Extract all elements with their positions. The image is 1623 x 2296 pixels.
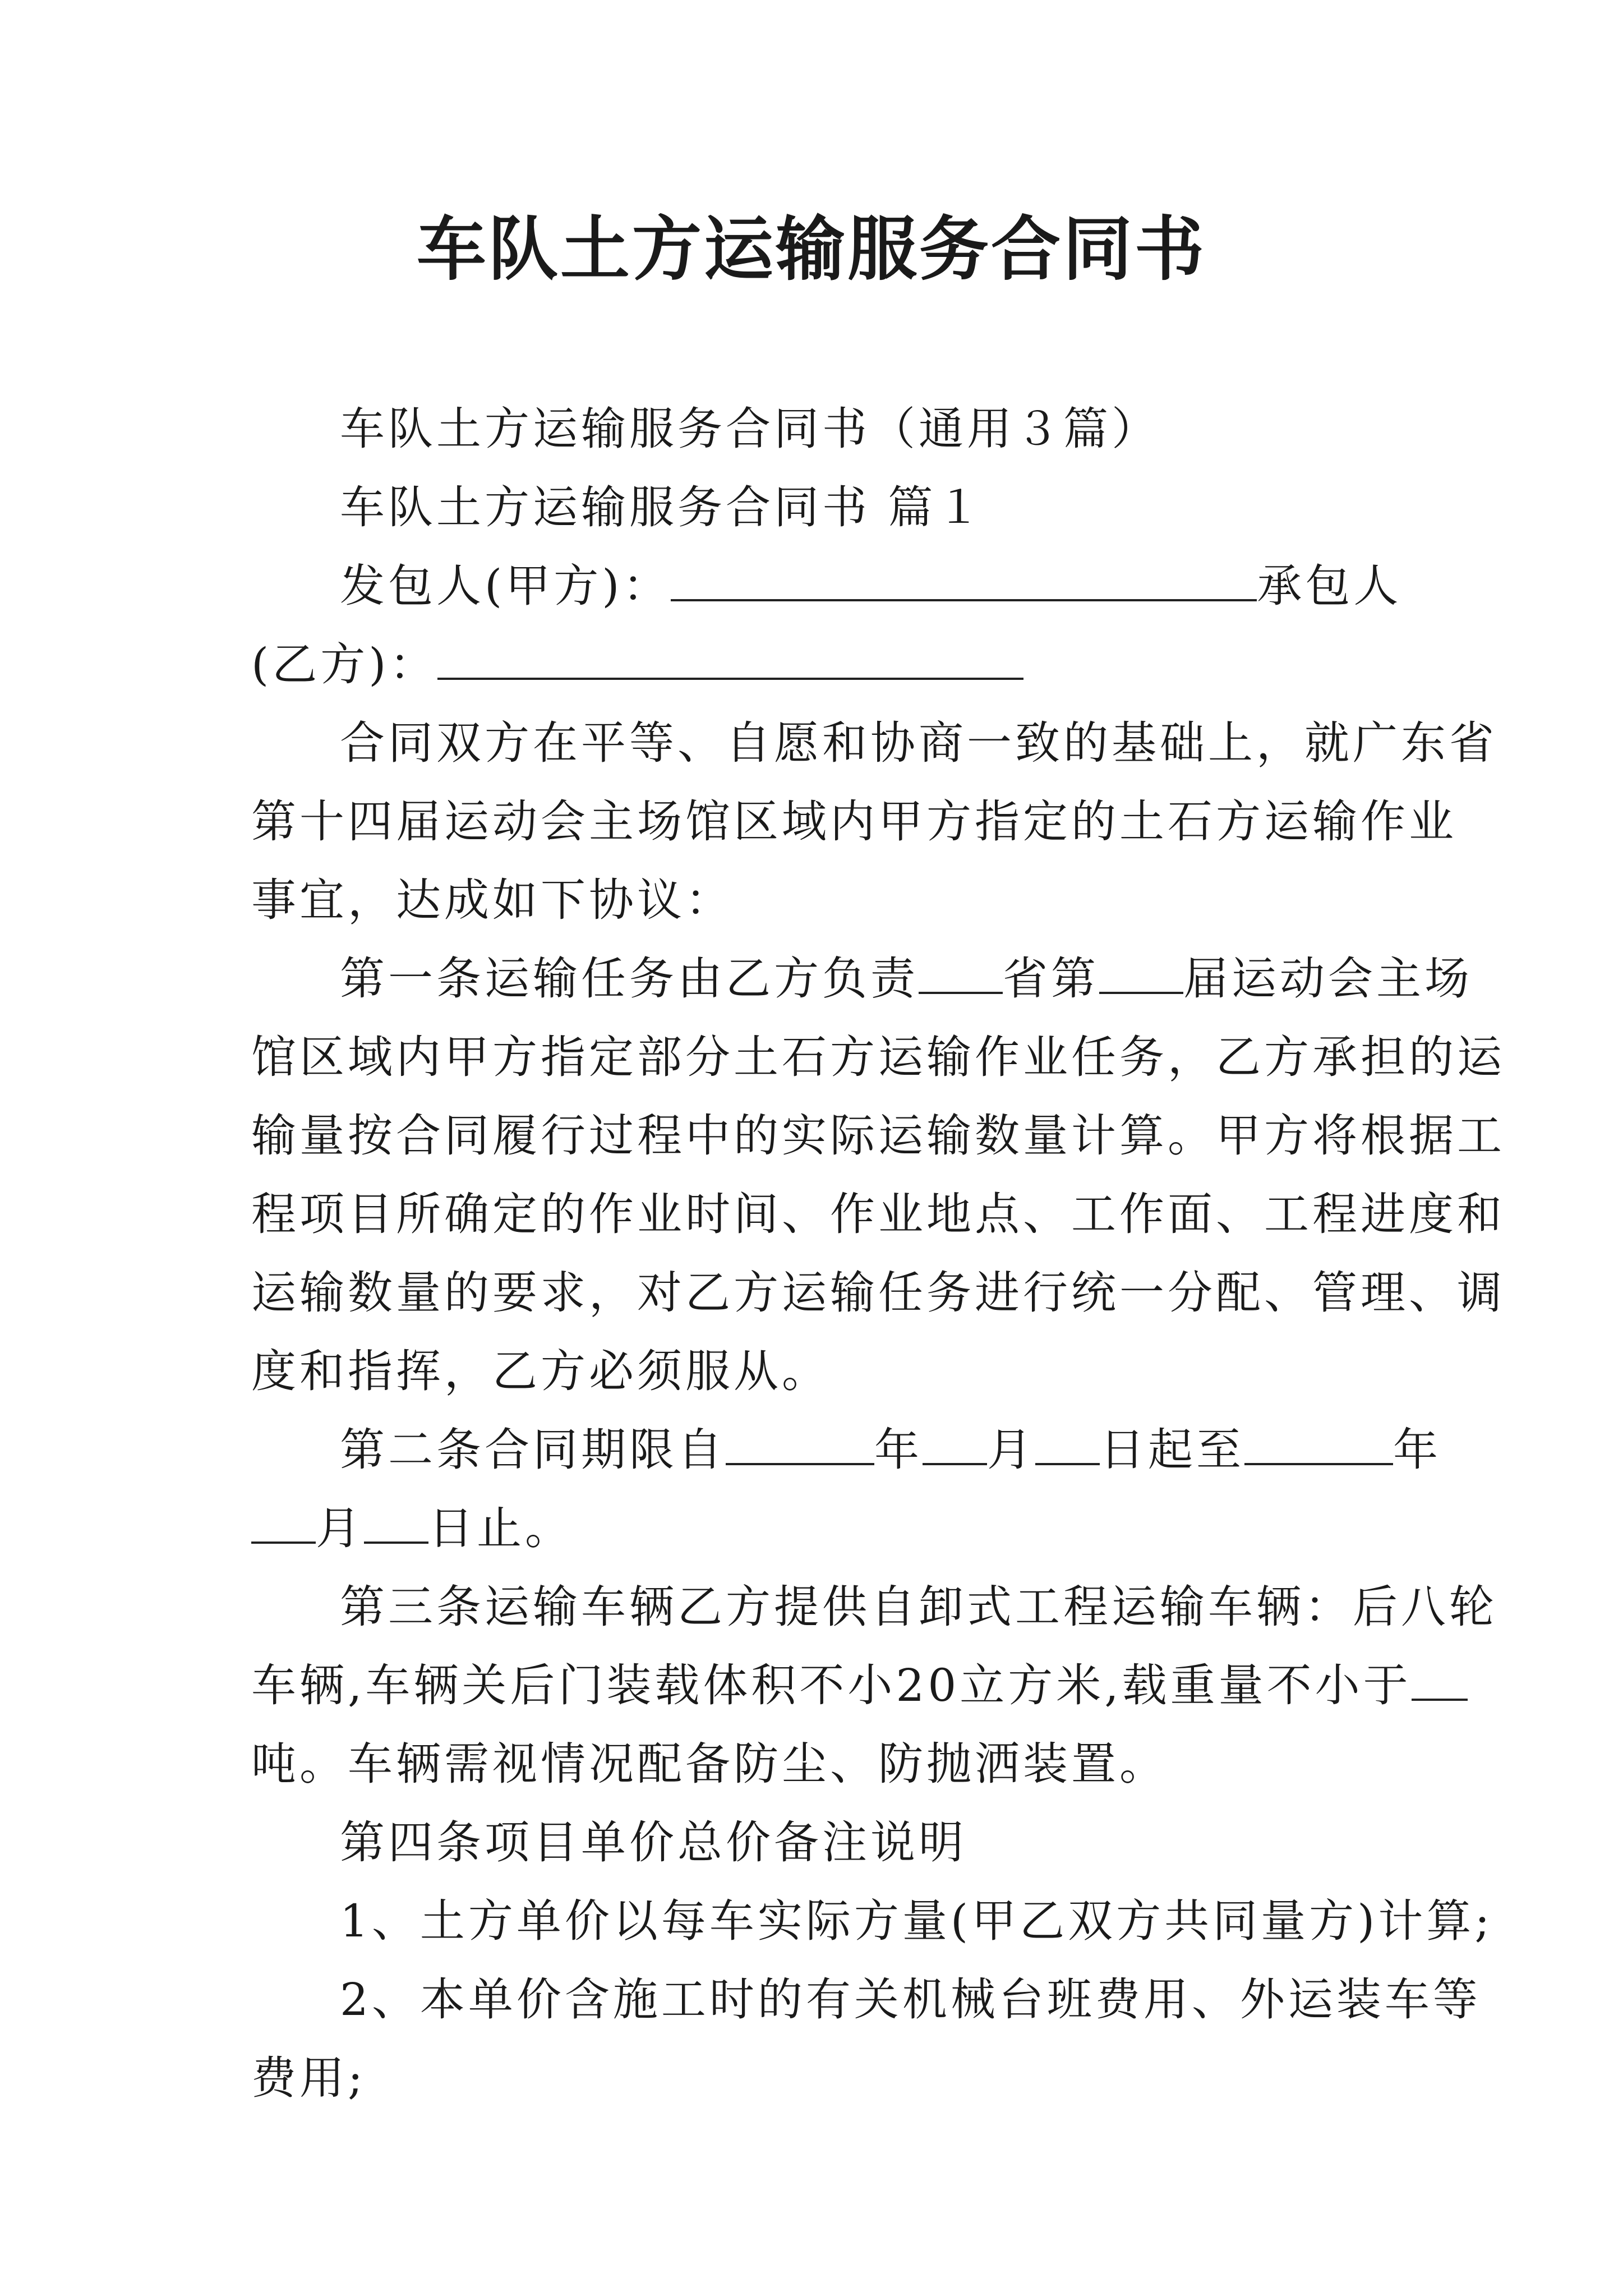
blank-field — [1244, 1429, 1393, 1465]
party-a-label: 发包人(甲方)： — [340, 560, 671, 612]
article-2-text: 年 — [874, 1424, 923, 1476]
paragraph-line: 运输数量的要求，对乙方运输任务进行统一分配、管理、调 — [251, 1267, 1505, 1319]
paragraph-line: 吨。车辆需视情况配备防尘、防抛洒装置。 — [251, 1738, 1168, 1790]
party-b-blank — [437, 644, 1023, 680]
blank-field — [364, 1508, 428, 1544]
article-3-line — [251, 1649, 1468, 1714]
list-item: 2、本单价含施工时的有关机械台班费用、外运装车等 — [340, 1973, 1481, 2026]
article-3-text: 车辆,车辆关后门装载体积不小20立方米,载重量不小于 — [251, 1659, 1412, 1711]
party-b-line — [251, 628, 1023, 693]
article-2-text: 年 — [1393, 1424, 1441, 1476]
list-item: 1、土方单价以每车实际方量(甲乙双方共同量方)计算; — [340, 1895, 1493, 1947]
paragraph-line: 第十四届运动会主场馆区域内甲方指定的土石方运输作业 — [251, 795, 1457, 848]
article-1-text: 省第 — [1003, 953, 1099, 1005]
paragraph-line: 馆区域内甲方指定部分土石方运输作业任务，乙方承担的运 — [251, 1031, 1505, 1083]
list-item-cont: 费用; — [251, 2052, 366, 2104]
paragraph-line: 合同双方在平等、自愿和协商一致的基础上，就广东省 — [340, 717, 1497, 769]
blank-field — [1412, 1665, 1468, 1701]
blank-field — [923, 1429, 987, 1465]
party-b-label-cont: (乙方)： — [251, 638, 438, 691]
article-2-text: 日起至 — [1100, 1424, 1244, 1476]
paragraph-line: 输量按合同履行过程中的实际运输数量计算。甲方将根据工 — [251, 1110, 1505, 1162]
article-2-line-cont — [251, 1492, 573, 1557]
blank-field — [726, 1429, 874, 1465]
party-b-label: 承包人 — [1257, 560, 1402, 612]
article-2-text: 第二条合同期限自 — [340, 1424, 726, 1476]
article-1-text: 届运动会主场 — [1183, 953, 1473, 1005]
paragraph-line: 度和指挥，乙方必须服从。 — [251, 1345, 830, 1397]
article-1-line — [340, 942, 1473, 1007]
party-a-blank — [671, 565, 1257, 601]
paragraph-line: 第三条运输车辆乙方提供自卸式工程运输车辆：后八轮 — [340, 1581, 1497, 1633]
document-title: 车队土方运输服务合同书 — [416, 209, 1206, 290]
article-2-text: 月 — [987, 1424, 1035, 1476]
article-2-line — [340, 1414, 1441, 1478]
party-a-line — [340, 550, 1401, 614]
paragraph-line: 事宜，达成如下协议： — [251, 874, 734, 926]
blank-field — [919, 958, 1003, 994]
article-2-text: 月 — [316, 1502, 364, 1554]
subtitle-line: 车队土方运输服务合同书（通用３篇） — [340, 403, 1160, 455]
paragraph-line: 程项目所确定的作业时间、作业地点、工作面、工程进度和 — [251, 1188, 1505, 1240]
article-2-text: 日止。 — [428, 1502, 573, 1554]
article-4-heading: 第四条项目单价总价备注说明 — [340, 1816, 967, 1869]
blank-field — [251, 1508, 316, 1544]
article-1-text: 第一条运输任务由乙方负责 — [340, 953, 919, 1005]
blank-field — [1099, 958, 1183, 994]
section-heading: 车队土方运输服务合同书 篇１ — [340, 481, 985, 533]
blank-field — [1035, 1429, 1100, 1465]
